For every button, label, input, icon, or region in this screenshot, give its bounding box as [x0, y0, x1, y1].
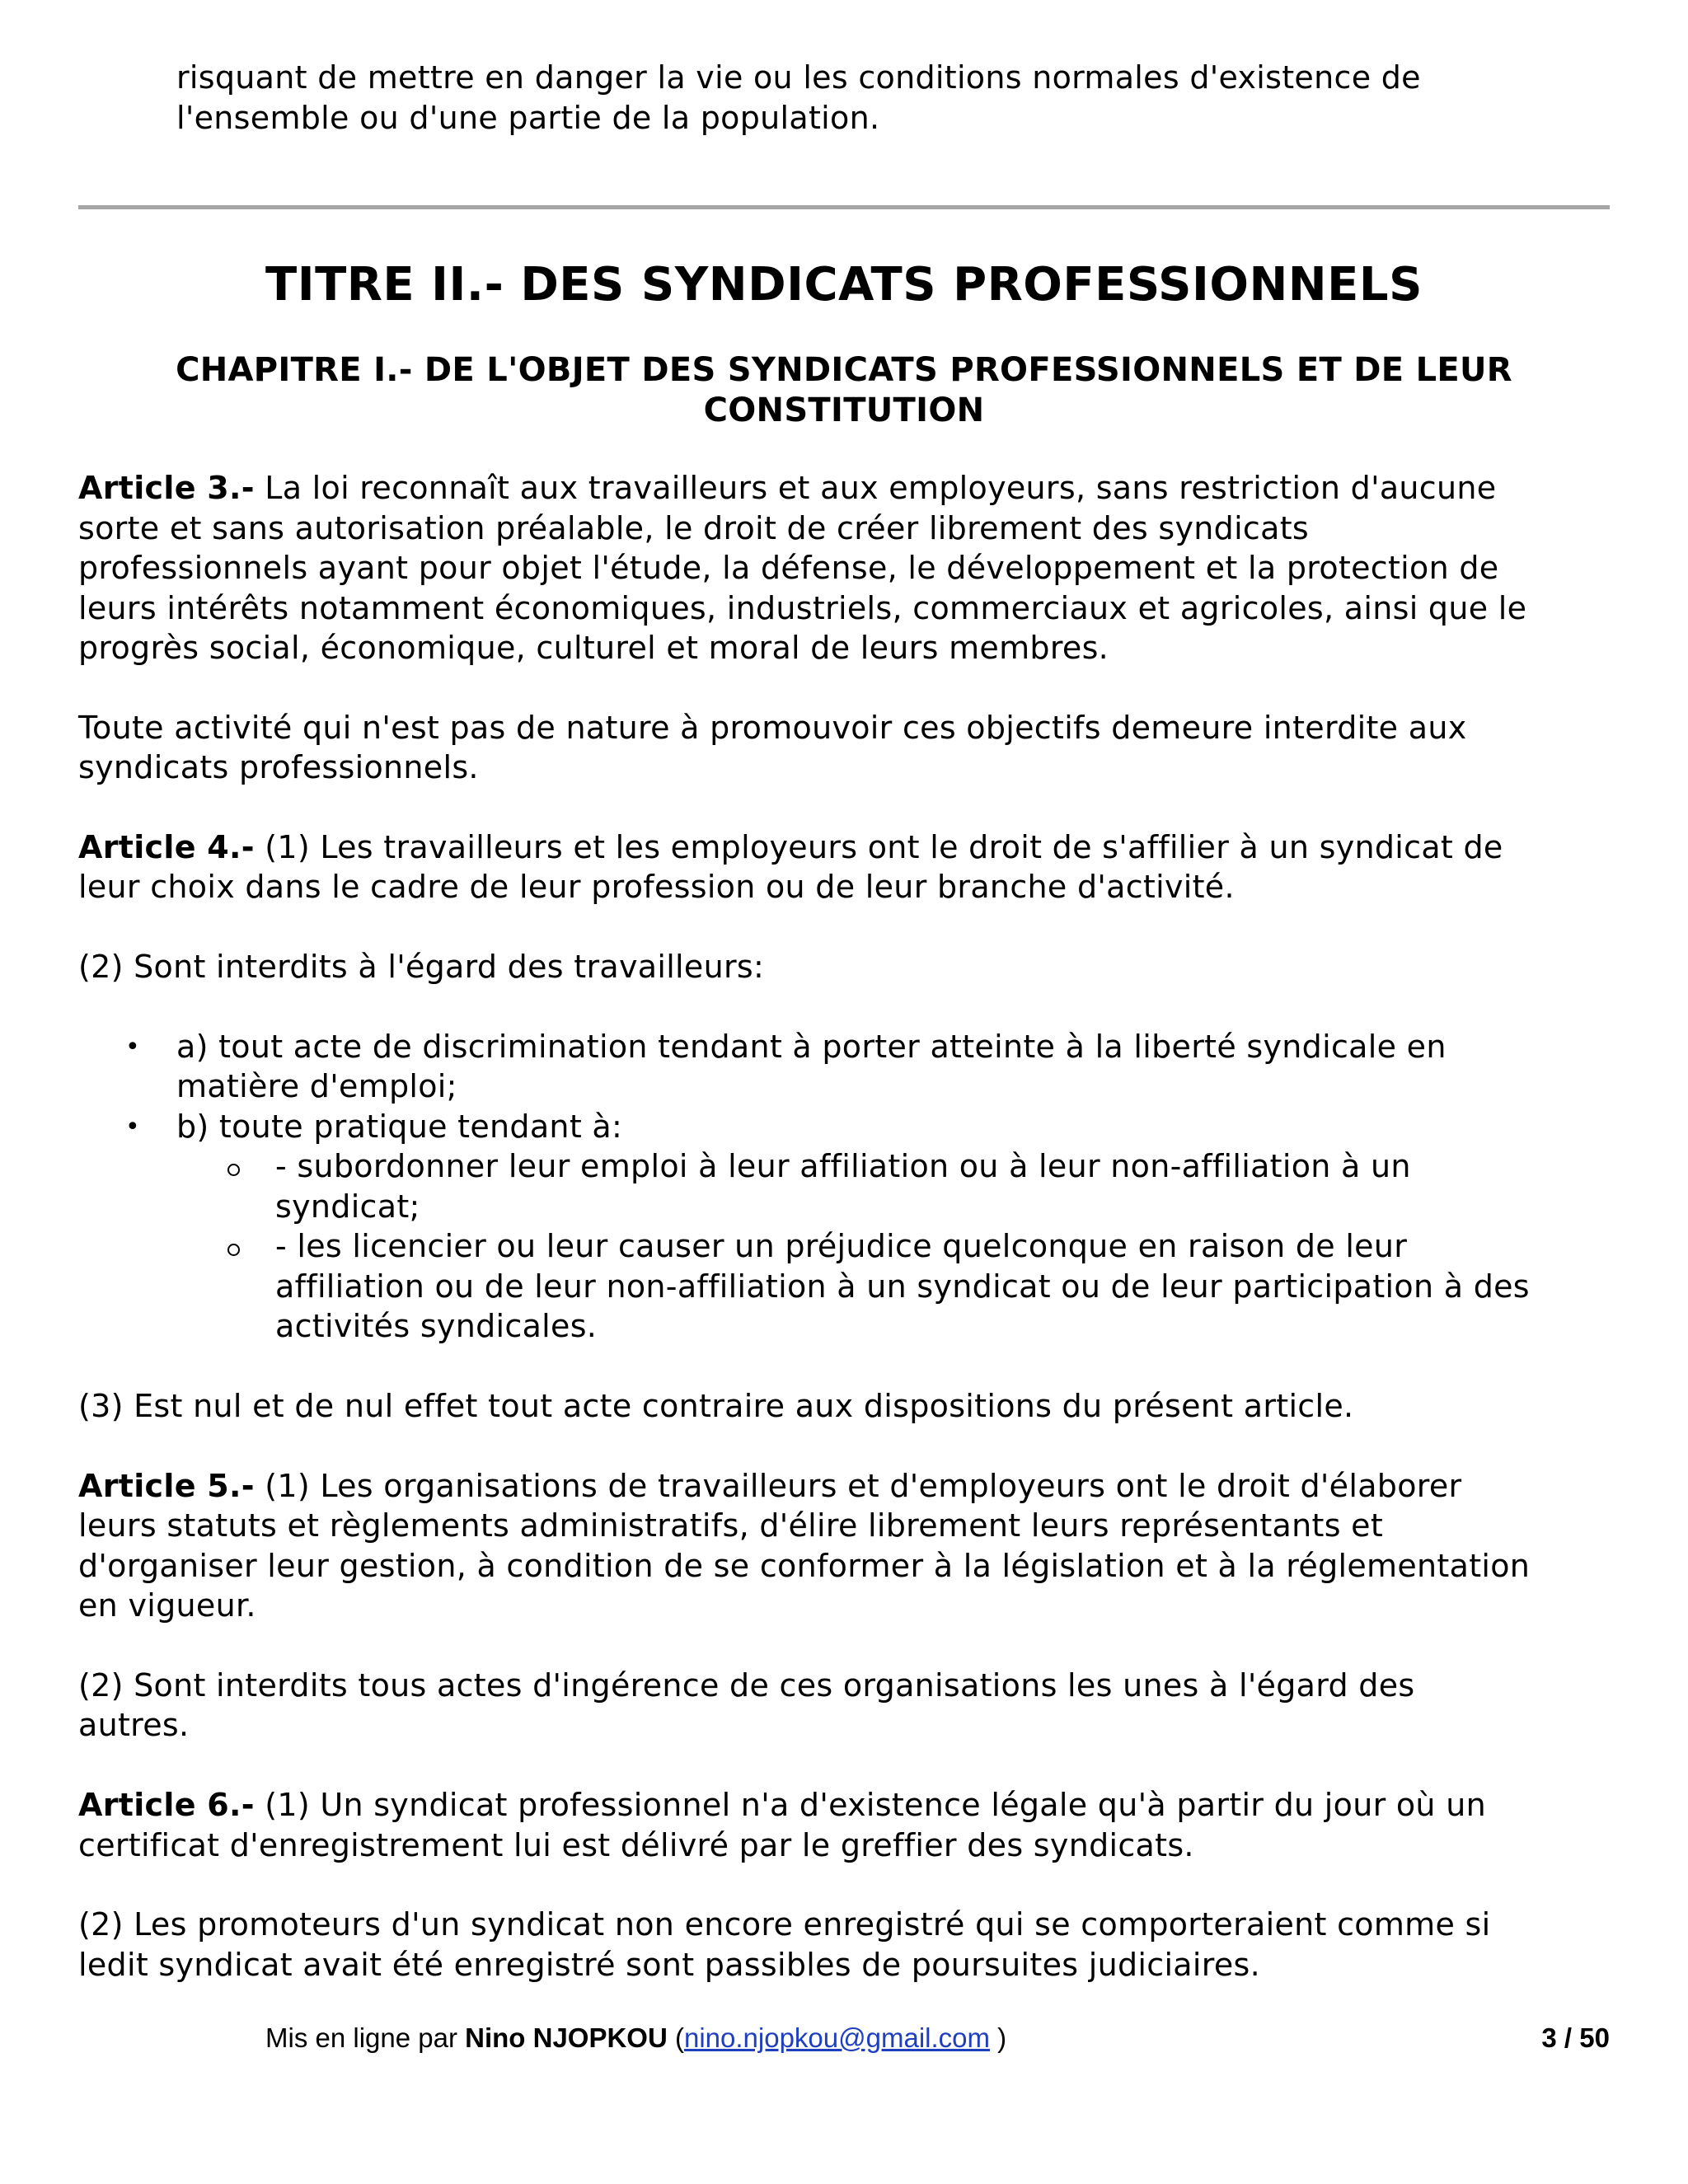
footer-author: Nino NJOPKOU — [465, 2022, 668, 2053]
text-line — [78, 468, 1496, 509]
text-line: l'ensemble ou d'une partie de la population. — [176, 100, 880, 136]
text-line: ledit syndicat avait été enregistré sont passibles de poursuites judiciaires. — [78, 1947, 1260, 1983]
chapter-heading-line: CONSTITUTION — [703, 391, 985, 429]
article-text: (1) Les organisations de travailleurs et d'employeurs ont le droit d'élaborer — [254, 1468, 1462, 1504]
sub-list-item: - subordonner leur emploi à leur affiliation ou à leur non-affiliation à un — [275, 1148, 1411, 1184]
text-line: (2) Les promoteurs d'un syndicat non encore enregistré qui se comporteraient comme si — [78, 1906, 1491, 1943]
article-label: Article 6.- — [78, 1787, 255, 1823]
sub-list-item: activités syndicales. — [275, 1308, 598, 1344]
footer-prefix: Mis en ligne par — [265, 2022, 466, 2053]
article-label: Article 3.- — [78, 470, 255, 506]
list-item: a) tout acte de discrimination tendant à porter atteinte à la liberté syndicale en — [176, 1029, 1447, 1065]
text-line — [78, 1466, 1461, 1507]
list-item: b) toute pratique tendant à: — [176, 1108, 623, 1145]
text-line: leurs intérêts notamment économiques, industriels, commerciaux et agricoles, ainsi que le — [78, 590, 1527, 626]
bullet-icon: • — [125, 1033, 140, 1062]
text-line: (3) Est nul et de nul effet tout acte contraire aux dispositions du présent article. — [78, 1388, 1354, 1424]
chapter-heading-line: CHAPITRE I.- DE L'OBJET DES SYNDICATS PROFESSIONNELS ET DE LEUR — [176, 351, 1512, 389]
page-current: 3 — [1541, 2022, 1557, 2053]
bullet-icon: • — [125, 1113, 140, 1141]
article-text: (1) Les travailleurs et les employeurs ont le droit de s'affilier à un syndicat de — [254, 829, 1503, 865]
sub-list-item: - les licencier ou leur causer un préjudice quelconque en raison de leur — [275, 1228, 1408, 1264]
chapter-heading — [78, 350, 1610, 431]
circle-bullet-icon — [227, 1164, 240, 1176]
circle-bullet-icon — [227, 1244, 240, 1256]
footer-open-paren: ( — [667, 2022, 684, 2053]
text-line: (2) Sont interdits à l'égard des travailleurs: — [78, 949, 765, 985]
text-line — [78, 1785, 1486, 1825]
text-line: risquant de mettre en danger la vie ou les conditions normales d'existence de — [176, 59, 1421, 96]
text-line: leur choix dans le cadre de leur profession ou de leur branche d'activité. — [78, 869, 1235, 905]
text-line: autres. — [78, 1707, 190, 1743]
footer-email-link[interactable]: nino.njopkou@gmail.com — [683, 2022, 991, 2053]
text-line: Toute activité qui n'est pas de nature à promouvoir ces objectifs demeure interdite aux — [78, 710, 1467, 746]
text-line: progrès social, économique, culturel et moral de leurs membres. — [78, 630, 1109, 666]
text-line: leurs statuts et règlements administratifs, d'élire librement leurs représentants et — [78, 1507, 1384, 1544]
footer-credit — [265, 2022, 1006, 2055]
page-number — [1541, 2022, 1610, 2055]
article-label: Article 4.- — [78, 829, 255, 865]
sub-list-item: syndicat; — [275, 1188, 420, 1225]
text-line: syndicats professionnels. — [78, 749, 479, 785]
text-line: certificat d'enregistrement lui est délivré par le greffier des syndicats. — [78, 1827, 1194, 1863]
footer-close-paren: ) — [990, 2022, 1007, 2053]
text-line: professionnels ayant pour objet l'étude, la défense, le développement et la protection de — [78, 550, 1499, 586]
article-text: (1) Un syndicat professionnel n'a d'existence légale qu'à partir du jour où un — [254, 1787, 1486, 1823]
text-line: en vigueur. — [78, 1587, 256, 1624]
article-label: Article 5.- — [78, 1468, 255, 1504]
text-line: (2) Sont interdits tous actes d'ingérence de ces organisations les unes à l'égard des — [78, 1667, 1415, 1704]
text-line: sorte et sans autorisation préalable, le droit de créer librement des syndicats — [78, 510, 1310, 546]
text-line: d'organiser leur gestion, à condition de se conformer à la législation et à la réglementation — [78, 1548, 1531, 1584]
text-line — [78, 827, 1503, 868]
list-item: matière d'emploi; — [176, 1068, 457, 1104]
sub-list-item: affiliation ou de leur non-affiliation à un syndicat ou de leur participation à des — [275, 1268, 1530, 1305]
article-text: La loi reconnaît aux travailleurs et aux employeurs, sans restriction d'aucune — [254, 470, 1497, 506]
horizontal-rule — [78, 205, 1610, 209]
title-heading: TITRE II.- DES SYNDICATS PROFESSIONNELS — [265, 258, 1423, 312]
page-total: 50 — [1579, 2022, 1610, 2053]
page-separator: / — [1556, 2022, 1580, 2053]
